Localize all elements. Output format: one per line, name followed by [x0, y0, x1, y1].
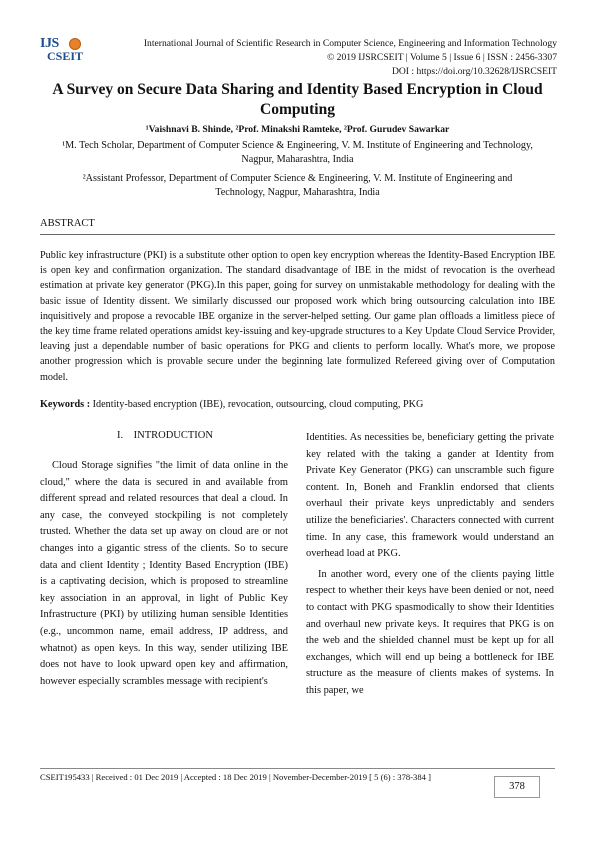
section-heading: I. INTRODUCTION [117, 430, 213, 441]
keywords-label: Keywords : [40, 399, 91, 410]
journal-logo [40, 36, 88, 68]
keywords-text: Identity-based encryption (IBE), revocation, outsourcing, cloud computing, PKG [92, 399, 424, 410]
abstract-divider [40, 234, 555, 235]
page-number: 378 [494, 776, 540, 798]
abstract-text: Public key infrastructure (PKI) is a substitute other option to open key encryption whereas the Identity-Based Encryption IBE is open key and confirmation organization. The standard disadvantage of IBE in the midst of revocation is the overhead estimation at private key generator (PKG).In this paper, going for survey on unmistakable methodology for dealing with the basic issue of Identity dissent. We similarly discussed our proposed work which bring outsourcing calculation into IBE inquisitively and propose a revocable IBE organize in the server-helped setting. Our game plan offloads a limitless piece of the key time frame related operations amidst key-issuing and key-upgrade structures to a Key Update Cloud Service Provider, leaving just a dependable number of basic operations for PKG and clients to perform locally. What's more, we propose another progression which is provable secure under the beginning late formulized Refereed giving over of Computation model. [40, 250, 555, 383]
journal-doi: DOI : https://doi.org/10.32628/IJSRCSEIT [391, 66, 557, 77]
keywords-line [40, 398, 555, 412]
intro-paragraph-3: In another word, every one of the clients paying little respect to whether their keys have been denied or not, need to contact with PKG spasmodically to show their Identities and overhaul new private keys. It requires that PKG is on the web and the shielded channel must be kept up for all exchanges, which will end up being a bottleneck for IBE structure as the measure of clients makes of systems. In this paper, we [306, 568, 554, 696]
column-left [40, 458, 288, 690]
intro-paragraph-2: Identities. As necessities be, beneficiary getting the private key related with the taking a gander at Identity from Private Key Generator (PKG) can unscramble such figure content. In, Boneh and Franklin endorsed that clients overhaul their private keys unpredictably and senders utilize the beneficiaries'. Characters connected with current time. In any case, this framework would understand an overhead load at PKG. [306, 432, 554, 560]
intro-paragraph-1: Cloud Storage signifies "the limit of data online in the cloud," where the data is secured in and available from different spread and related resources that deal a cloud. In any case, the conveyed stockpiling is not completely trusted. Whether the data set up away on cloud are or not changes into a gigantic stress of the clients. So to secure data and client Identity ; Identity Based Encryption (IBE) is a captivating decision, which is proposed to streamline key association in an approval, in light of Public Key Infrastructure (PKI) by utilizing human sensible Identities (e.g., uncommon name, email address, IP address, and whatnot) as open keys. In this way, sender utilizing IBE does not have to look upward open key and affirmation, however especially scrambles message with recipient's [40, 460, 288, 687]
column-right [306, 430, 554, 700]
paper-title: A Survey on Secure Data Sharing and Identity Based Encryption in Cloud Computing [52, 81, 543, 118]
logo-text-top: IJS [40, 36, 59, 51]
footer-citation: CSEIT195433 | Received : 01 Dec 2019 | Accepted : 18 Dec 2019 | November-December-2019 [ 5 (6) : 378-384 ] [40, 772, 431, 782]
paper-authors: ¹Vaishnavi B. Shinde, ²Prof. Minakshi Ramteke, ²Prof. Gurudev Sawarkar [145, 124, 450, 135]
abstract-heading: ABSTRACT [40, 218, 95, 229]
affiliation-2: ²Assistant Professor, Department of Computer Science & Engineering, V. M. Institute of Engineering and Technology, Nagpur, Maharashtra, India [82, 173, 513, 198]
footer-divider [40, 768, 555, 769]
journal-issue: © 2019 IJSRCSEIT | Volume 5 | Issue 6 | ISSN : 2456-3307 [327, 52, 557, 63]
logo-text-bottom: CSEIT [47, 49, 84, 63]
affiliation-1: ¹M. Tech Scholar, Department of Computer Science & Engineering, V. M. Institute of Engineering and Technology, Nagpur, Maharashtra, India [62, 140, 533, 165]
journal-name: International Journal of Scientific Research in Computer Science, Engineering and Information Technology [143, 38, 557, 49]
